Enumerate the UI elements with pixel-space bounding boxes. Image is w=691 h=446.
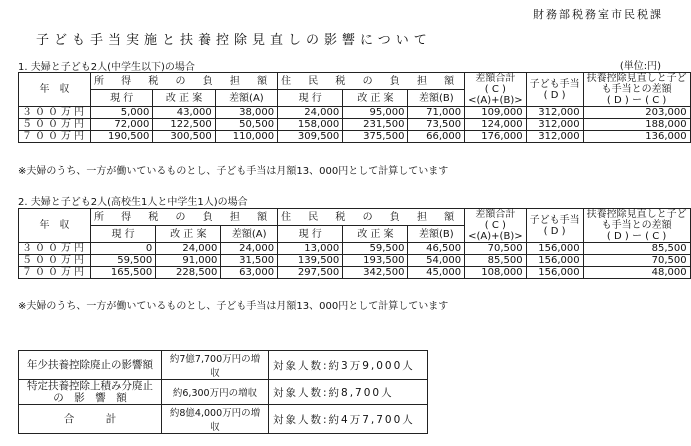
summary-label: 合 計 — [19, 405, 162, 434]
net-diff-label-1: 扶養控除見直しと子ど — [586, 73, 687, 84]
diff-a-header: 差額(A) — [215, 90, 277, 107]
current-header: 現 行 — [91, 90, 153, 107]
summary-target: 対象人数:約4万7,700人 — [269, 405, 428, 434]
cell: 73,500 — [408, 119, 465, 131]
cell: 156,000 — [526, 267, 583, 279]
income-cell: ５００万円 — [19, 119, 91, 131]
cell: 156,000 — [526, 243, 583, 255]
child-allowance-code: ( D ) — [543, 225, 566, 237]
unit-label: (単位:円) — [619, 61, 661, 72]
diff-total-label: 差額合計 — [475, 209, 516, 220]
income-tax-header: 所 得 税 の 負 担 額 — [91, 209, 278, 226]
cell: 193,500 — [343, 255, 408, 267]
cell: 43,000 — [153, 107, 215, 119]
cell: 0 — [91, 243, 156, 255]
cell: 95,000 — [343, 107, 408, 119]
table-row — [19, 380, 428, 405]
cell: 24,000 — [156, 243, 221, 255]
department-name: 財務部税務室市民税課 — [533, 8, 663, 21]
cell: 24,000 — [278, 107, 343, 119]
summary-target: 対象人数:約3万9,000人 — [269, 351, 428, 380]
cell: 70,500 — [583, 255, 690, 267]
net-diff-header — [583, 73, 690, 107]
section1-caption: 1. 夫婦と子ども2人(中学生以下)の場合 — [18, 62, 195, 73]
diff-total-code: ( C ) — [484, 220, 506, 231]
diff-total-formula: <(A)+(B)> — [468, 95, 523, 106]
net-diff-formula: ( D ) ー ( C ) — [606, 95, 667, 106]
net-diff-label-2: も手当との差額 — [601, 220, 672, 231]
cell: 38,000 — [215, 107, 277, 119]
cell: 139,500 — [278, 255, 343, 267]
cell: 63,000 — [221, 267, 278, 279]
diff-b-header: 差額(B) — [408, 90, 465, 107]
revised-header: 改 正 案 — [343, 90, 408, 107]
cell: 228,500 — [156, 267, 221, 279]
summary-table — [18, 350, 428, 434]
income-cell: ３００万円 — [19, 107, 91, 119]
net-diff-label-2: も手当との差額 — [601, 84, 672, 95]
cell: 188,000 — [583, 119, 690, 131]
diff-a-header: 差額(A) — [221, 226, 278, 243]
child-allowance-header — [526, 209, 583, 243]
cell: 136,000 — [583, 131, 690, 143]
summary-amount: 約6,300万円の増収 — [162, 380, 269, 405]
cell: 13,000 — [278, 243, 343, 255]
page-title: 子ども手当実施と扶養控除見直しの影響について — [36, 33, 432, 48]
child-allowance-code: ( D ) — [543, 89, 566, 101]
cell: 45,000 — [408, 267, 465, 279]
cell: 309,500 — [278, 131, 343, 143]
summary-label: 年少扶養控除廃止の影響額 — [19, 351, 162, 380]
current-header: 現 行 — [278, 226, 343, 243]
net-diff-header — [583, 209, 690, 243]
child-allowance-header — [526, 73, 583, 107]
cell: 124,000 — [465, 119, 526, 131]
summary-amount: 約7億7,700万円の増収 — [162, 351, 269, 380]
cell: 109,000 — [465, 107, 526, 119]
section1-note: ※夫婦のうち、一方が働いているものとし、子ども手当は月額13、000円として計算しています — [18, 166, 449, 177]
table-row — [19, 107, 691, 119]
cell: 190,500 — [91, 131, 153, 143]
net-diff-label-1: 扶養控除見直しと子ど — [586, 209, 687, 220]
cell: 176,000 — [465, 131, 526, 143]
cell: 231,500 — [343, 119, 408, 131]
section2-note: ※夫婦のうち、一方が働いているものとし、子ども手当は月額13、000円として計算しています — [18, 301, 449, 312]
cell: 59,500 — [343, 243, 408, 255]
cell: 85,500 — [465, 255, 526, 267]
cell: 108,000 — [465, 267, 526, 279]
cell: 312,000 — [526, 131, 583, 143]
income-cell: ７００万円 — [19, 267, 91, 279]
summary-label-line2: の 影 響 額 — [53, 392, 127, 404]
cell: 46,500 — [408, 243, 465, 255]
section2-caption: 2. 夫婦と子ども2人(高校生1人と中学生1人)の場合 — [18, 197, 248, 208]
cell: 342,500 — [343, 267, 408, 279]
cell: 122,500 — [153, 119, 215, 131]
diff-total-header — [465, 209, 526, 243]
cell: 158,000 — [278, 119, 343, 131]
table-row — [19, 119, 691, 131]
cell: 110,000 — [215, 131, 277, 143]
table-row — [19, 255, 691, 267]
table-row — [19, 267, 691, 279]
impact-table-1 — [18, 72, 691, 143]
income-header: 年 収 — [19, 73, 91, 107]
cell: 59,500 — [91, 255, 156, 267]
net-diff-formula: ( D ) ー ( C ) — [606, 231, 667, 242]
diff-total-label: 差額合計 — [475, 73, 516, 84]
cell: 91,000 — [156, 255, 221, 267]
revised-header: 改 正 案 — [156, 226, 221, 243]
diff-b-header: 差額(B) — [408, 226, 465, 243]
income-cell: ７００万円 — [19, 131, 91, 143]
income-header: 年 収 — [19, 209, 91, 243]
cell: 85,500 — [583, 243, 690, 255]
cell: 300,500 — [153, 131, 215, 143]
cell: 312,000 — [526, 107, 583, 119]
cell: 54,000 — [408, 255, 465, 267]
cell: 66,000 — [408, 131, 465, 143]
cell: 312,000 — [526, 119, 583, 131]
cell: 72,000 — [91, 119, 153, 131]
child-allowance-label: 子ども手当 — [529, 78, 580, 90]
diff-total-code: ( C ) — [484, 84, 506, 95]
cell: 375,500 — [343, 131, 408, 143]
cell: 5,000 — [91, 107, 153, 119]
income-cell: ３００万円 — [19, 243, 91, 255]
revised-header: 改 正 案 — [343, 226, 408, 243]
table-row — [19, 351, 428, 380]
impact-table-2 — [18, 208, 691, 279]
table-row — [19, 131, 691, 143]
diff-total-header — [465, 73, 526, 107]
cell: 48,000 — [583, 267, 690, 279]
income-cell: ５００万円 — [19, 255, 91, 267]
summary-amount: 約8億4,000万円の増収 — [162, 405, 269, 434]
summary-label — [19, 380, 162, 405]
revised-header: 改 正 案 — [153, 90, 215, 107]
diff-total-formula: <(A)+(B)> — [468, 231, 523, 242]
income-tax-header: 所 得 税 の 負 担 額 — [91, 73, 278, 90]
cell: 31,500 — [221, 255, 278, 267]
resident-tax-header: 住 民 税 の 負 担 額 — [278, 73, 465, 90]
summary-label-line1: 特定扶養控除上積み分廃止 — [27, 380, 153, 392]
cell: 71,000 — [408, 107, 465, 119]
cell: 24,000 — [221, 243, 278, 255]
cell: 70,500 — [465, 243, 526, 255]
summary-target: 対象人数:約8,700人 — [269, 380, 428, 405]
cell: 203,000 — [583, 107, 690, 119]
child-allowance-label: 子ども手当 — [529, 214, 580, 226]
resident-tax-header: 住 民 税 の 負 担 額 — [278, 209, 465, 226]
current-header: 現 行 — [278, 90, 343, 107]
cell: 297,500 — [278, 267, 343, 279]
cell: 156,000 — [526, 255, 583, 267]
table-row — [19, 243, 691, 255]
table-row — [19, 405, 428, 434]
cell: 50,500 — [215, 119, 277, 131]
current-header: 現 行 — [91, 226, 156, 243]
cell: 165,500 — [91, 267, 156, 279]
